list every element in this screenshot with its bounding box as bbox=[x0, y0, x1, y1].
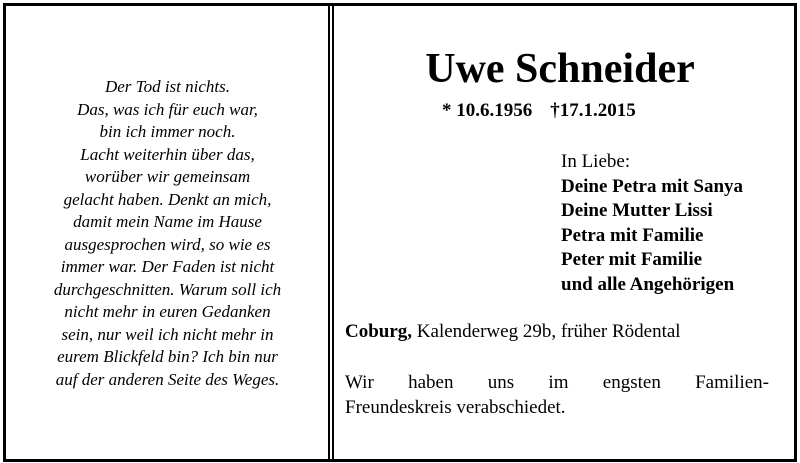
address-detail: Kalenderweg 29b, früher Rödental bbox=[412, 321, 681, 342]
poem-line: eurem Blickfeld bin? Ich bin nur bbox=[57, 347, 278, 366]
mourners-heading: In Liebe: bbox=[561, 151, 631, 172]
poem-line: gelacht haben. Denkt an mich, bbox=[63, 189, 272, 209]
farewell-note bbox=[345, 370, 769, 420]
poem-line: Das, was ich für euch war, bbox=[77, 99, 258, 119]
birth-date: * 10.6.1956 bbox=[442, 100, 533, 121]
poem-line: bin ich immer noch. bbox=[99, 122, 236, 141]
life-dates bbox=[442, 99, 636, 123]
deceased-name: Uwe Schneider bbox=[425, 46, 695, 92]
death-date: †17.1.2015 bbox=[550, 100, 636, 121]
poem-line: Der Tod ist nichts. bbox=[104, 77, 230, 96]
poem-line: worüber wir gemeinsam bbox=[84, 167, 251, 186]
poem-line: Lacht weiterhin über das, bbox=[80, 144, 255, 164]
poem-line: sein, nur weil ich nicht mehr in bbox=[61, 324, 274, 344]
farewell-line: Wir haben uns im engsten Familien- bbox=[345, 372, 769, 393]
mourner-name: Deine Petra mit Sanya bbox=[561, 175, 744, 197]
poem-line: durchgeschnitten. Warum soll ich bbox=[53, 279, 282, 299]
poem-line: ausgesprochen wird, so wie es bbox=[64, 234, 271, 254]
mourner-name: und alle Angehörigen bbox=[561, 273, 735, 295]
poem-line: auf der anderen Seite des Weges. bbox=[55, 369, 280, 389]
mourners-list bbox=[561, 150, 743, 297]
farewell-line: Freundeskreis verabschiedet. bbox=[345, 397, 566, 418]
mourner-name: Petra mit Familie bbox=[561, 224, 704, 246]
mourner-name: Deine Mutter Lissi bbox=[561, 200, 713, 221]
mourner-name: Peter mit Familie bbox=[561, 249, 703, 270]
poem bbox=[20, 76, 315, 391]
poem-line: damit mein Name im Hause bbox=[73, 212, 262, 231]
poem-line: nicht mehr in euren Gedanken bbox=[64, 302, 271, 321]
address-line bbox=[345, 320, 681, 344]
poem-line: immer war. Der Faden ist nicht bbox=[60, 257, 275, 276]
address-city: Coburg, bbox=[345, 321, 413, 342]
